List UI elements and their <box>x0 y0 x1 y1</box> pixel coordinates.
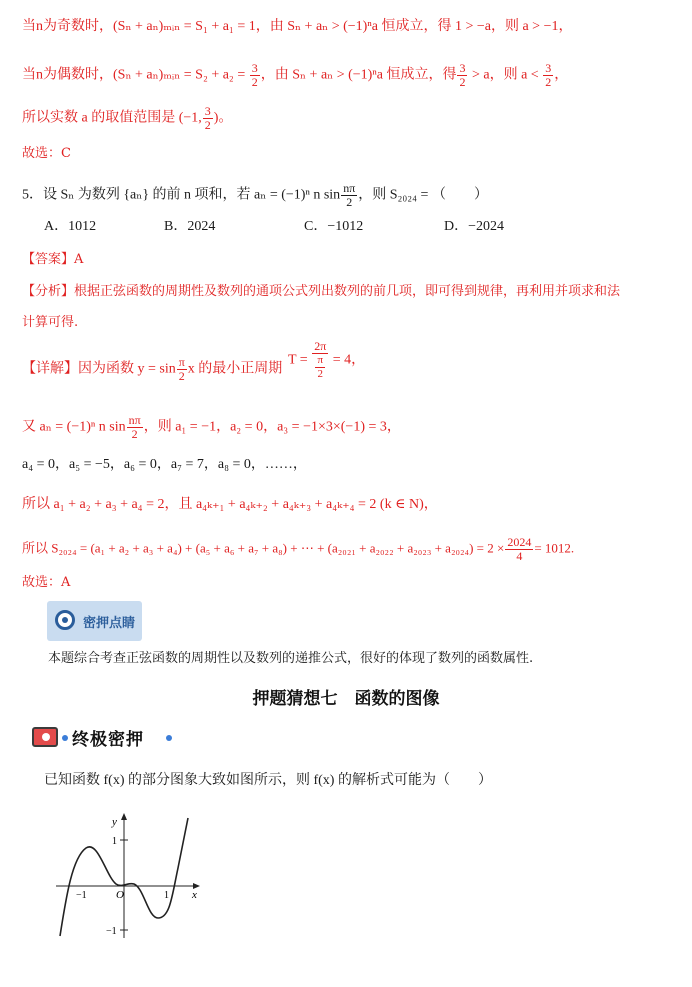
analysis-tag: 【分析】 <box>22 284 75 299</box>
banner-dot-icon <box>62 735 68 741</box>
even-case-line: 当n为偶数时，(Sₙ + aₙ)ₘᵢₙ = S₂ + a₂ = $\frac{3}{2}$ ，由 Sₙ + aₙ > (−1)ⁿa 恒成立，得 $\frac{3}{2}$ > a，则 a < $\frac{3}{2}$ ， <box>22 61 569 89</box>
detail-fraction: $\frac{\pi}{2}$ <box>178 355 185 383</box>
range-text-b: )。 <box>213 110 233 126</box>
odd-case-text: 当n为奇数时，(Sₙ + aₙ)ₘᵢₙ = S₁ + a₁ = 1，由 Sₙ + aₙ > (−1)ⁿa 恒成立，得 1 > −a，则 a > −1， <box>22 19 573 34</box>
answer-value: A <box>74 252 84 267</box>
option-c[interactable]: C．−1012 <box>304 219 364 234</box>
even-case-text-b: ，由 Sₙ + aₙ > (−1)ⁿa 恒成立，得 <box>260 67 457 83</box>
tip-badge <box>47 601 142 641</box>
x-tick-pos-label: 1 <box>164 890 169 901</box>
even-case-fraction-2: $\frac{3}{2}$ <box>459 61 466 89</box>
odd-case-line <box>22 18 572 36</box>
analysis-line-2: 计算可得. <box>22 315 79 330</box>
even-case-fraction-3: $\frac{3}{2}$ <box>545 61 552 89</box>
detail-line: 【详解】因为函数 y = sin $\frac{\pi}{2}$ x 的最小正周期 <box>22 355 283 383</box>
y-tick-neg-label: −1 <box>106 926 117 937</box>
total-line: 所以 S₂₀₂₄ = (a₁ + a₂ + a₃ + a₄) + (a₅ + a₆ + a₇ + a₈) + ⋯ + (a₂₀₂₁ + a₂₀₂₂ + a₂₀₂₃ + a₂₀₂₄) = 2 × $\frac{2024}{4}$ = 1012. <box>22 535 575 563</box>
total-fraction: $\frac{2024}{4}$ <box>507 535 532 563</box>
also-fraction: $\frac{n\pi}{2}$ <box>128 413 141 441</box>
period-formula: T = $\frac{2\pi}{\frac{\pi}{2}}$ = 4， <box>288 339 366 380</box>
target-board-icon <box>32 727 58 747</box>
answer-tag: 【答案】 <box>22 252 75 267</box>
banner-label: 终极密押 <box>72 730 144 750</box>
sequence-line: a₄ = 0，a₅ = −5，a₆ = 0，a₇ = 7，a₈ = 0，……， <box>22 457 307 472</box>
tip-badge-label: 密押点睛 <box>83 616 136 631</box>
period-fraction: $\frac{2\pi}{\frac{\pi}{2}}$ <box>314 339 327 380</box>
question-stem: 5．设 Sₙ 为数列 {aₙ} 的前 n 项和，若 aₙ = (−1)ⁿ n sin $\frac{n\pi}{2}$ ，则 S₂₀₂₄ = （ ） <box>22 181 488 209</box>
option-d[interactable]: D．−2024 <box>444 219 505 234</box>
origin-label: O <box>116 889 124 901</box>
tip-text: 本题综合考查正弦函数的周期性以及数列的递推公式，很好的体现了数列的函数属性. <box>48 651 534 666</box>
x-tick-neg-label: −1 <box>76 890 87 901</box>
banner-dot-icon-2 <box>166 735 172 741</box>
even-case-fraction: $\frac{3}{2}$ <box>251 61 258 89</box>
answer-a-line: 故选：A <box>22 575 71 590</box>
answer-c-line: 故选：C <box>22 146 71 161</box>
function-graph <box>54 808 204 944</box>
analysis-line-1: 【分析】根据正弦函数的周期性及数列的通项公式列出数列的前几项，即可得到规律，再利用并项求和法 <box>22 284 621 299</box>
option-b[interactable]: B．2024 <box>164 219 216 234</box>
y-axis-arrow-icon <box>121 813 127 820</box>
x-label: x <box>192 889 197 901</box>
detail-tag: 【详解】 <box>22 361 78 377</box>
answer-line <box>22 251 83 269</box>
y-tick-pos-label: 1 <box>112 836 117 847</box>
range-line <box>22 105 232 132</box>
section-banner <box>30 723 180 753</box>
option-a[interactable]: A．1012 <box>44 219 97 234</box>
section-title: 押题猜想七 函数的图像 <box>252 689 440 709</box>
problem-text: 已知函数 f(x) 的部分图象大致如图所示，则 f(x) 的解析式可能为（ ） <box>44 773 492 788</box>
target-icon <box>55 610 75 630</box>
sum-line: 所以 a₁ + a₂ + a₃ + a₄ = 2，且 a₄ₖ₊₁ + a₄ₖ₊₂ + a₄ₖ₊₃ + a₄ₖ₊₄ = 2 (k ∈ N)， <box>22 497 438 512</box>
range-text-a: 所以实数 a 的取值范围是 (−1, <box>22 110 202 126</box>
question-fraction: $\frac{n\pi}{2}$ <box>343 181 356 209</box>
even-case-text-c: > a，则 a < <box>468 67 543 83</box>
range-fraction: $\frac{3}{2}$ <box>204 104 211 132</box>
also-line: 又 aₙ = (−1)ⁿ n sin $\frac{n\pi}{2}$ ，则 a₁ = −1，a₂ = 0，a₃ = −1×3×(−1) = 3， <box>22 413 401 441</box>
y-label: y <box>112 816 117 828</box>
even-case-text-a: 当n为偶数时，(Sₙ + aₙ)ₘᵢₙ = S₂ + a₂ = <box>22 67 249 83</box>
